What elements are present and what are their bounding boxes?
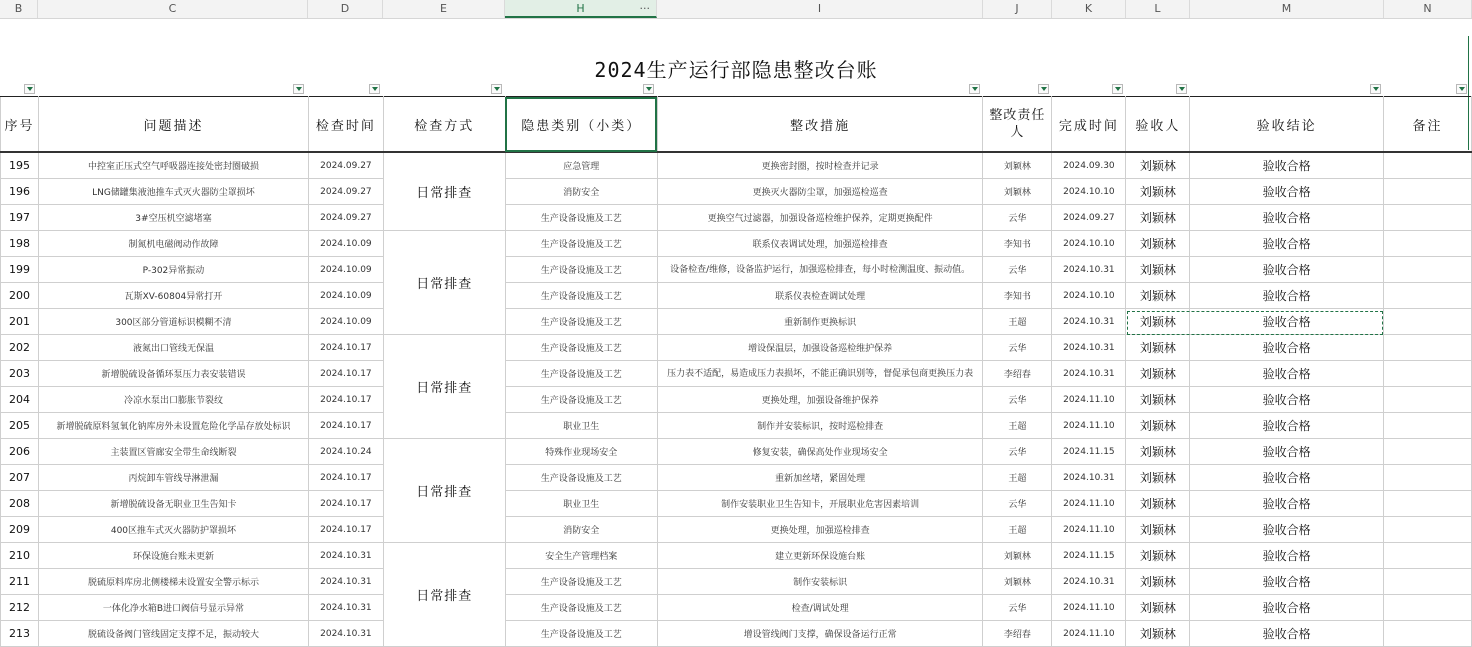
header-done-date[interactable]: 完成时间 — [1052, 97, 1126, 153]
cell-acceptor[interactable]: 刘颖林 — [1126, 179, 1190, 205]
cell-owner[interactable]: 李知书 — [983, 283, 1052, 309]
cell-done-date[interactable]: 2024.11.10 — [1052, 595, 1126, 621]
cell-note[interactable] — [1384, 205, 1472, 231]
cell-no[interactable]: 196 — [1, 179, 39, 205]
cell-description[interactable]: 瓦斯XV-60804异常打开 — [38, 283, 308, 309]
cell-description[interactable]: P-302异常振动 — [38, 257, 308, 283]
cell-check-date[interactable]: 2024.10.31 — [308, 595, 383, 621]
cell-note[interactable] — [1384, 465, 1472, 491]
column-header-j[interactable]: J — [983, 0, 1052, 18]
header-description[interactable]: 问题描述 — [38, 97, 308, 153]
cell-acceptor[interactable]: 刘颖林 — [1126, 335, 1190, 361]
cell-check-date[interactable]: 2024.10.31 — [308, 543, 383, 569]
table-row — [1, 179, 1472, 205]
cell-acceptor[interactable]: 刘颖林 — [1126, 257, 1190, 283]
cell-check-date[interactable]: 2024.10.24 — [308, 439, 383, 465]
table-row — [1, 257, 1472, 283]
cell-owner[interactable]: 云华 — [983, 387, 1052, 413]
cell-done-date[interactable]: 2024.10.10 — [1052, 231, 1126, 257]
cell-no[interactable]: 200 — [1, 283, 39, 309]
cell-no[interactable]: 198 — [1, 231, 39, 257]
filter-dropdown-icon[interactable] — [293, 84, 304, 94]
table-row — [1, 413, 1472, 439]
cell-owner[interactable]: 刘颖林 — [983, 569, 1052, 595]
filter-row — [0, 84, 1472, 96]
hazard-table — [0, 96, 1472, 647]
cell-category[interactable]: 消防安全 — [505, 517, 657, 543]
cell-note[interactable] — [1384, 361, 1472, 387]
table-row — [1, 152, 1472, 179]
cell-description[interactable]: 新增脱硫设备循环泵压力表安装错误 — [38, 361, 308, 387]
cell-category[interactable]: 生产设备设施及工艺 — [505, 309, 657, 335]
cell-done-date[interactable]: 2024.11.10 — [1052, 491, 1126, 517]
cell-description[interactable]: 主装置区管廊安全带生命线断裂 — [38, 439, 308, 465]
cell-owner[interactable]: 云华 — [983, 205, 1052, 231]
cell-done-date[interactable]: 2024.10.31 — [1052, 309, 1126, 335]
cell-check-date[interactable]: 2024.10.31 — [308, 569, 383, 595]
cell-check-date[interactable]: 2024.09.27 — [308, 205, 383, 231]
cell-result[interactable]: 验收合格 — [1190, 335, 1384, 361]
cell-description[interactable]: 中控室正压式空气呼吸器连接处密封圈破损 — [38, 152, 308, 179]
cell-owner[interactable]: 云华 — [983, 595, 1052, 621]
cell-done-date[interactable]: 2024.11.10 — [1052, 413, 1126, 439]
filter-dropdown-icon[interactable] — [1176, 84, 1187, 94]
cell-acceptor[interactable]: 刘颖林 — [1126, 309, 1190, 335]
cell-check-date[interactable]: 2024.10.17 — [308, 465, 383, 491]
cell-note[interactable] — [1384, 491, 1472, 517]
cell-owner[interactable]: 云华 — [983, 439, 1052, 465]
cell-category[interactable]: 职业卫生 — [505, 491, 657, 517]
cell-note[interactable] — [1384, 179, 1472, 205]
cell-done-date[interactable]: 2024.10.10 — [1052, 283, 1126, 309]
cell-check-date[interactable]: 2024.10.17 — [308, 335, 383, 361]
header-note[interactable]: 备注 — [1384, 97, 1472, 153]
table-row — [1, 361, 1472, 387]
cell-no[interactable]: 197 — [1, 205, 39, 231]
cell-acceptor[interactable]: 刘颖林 — [1126, 595, 1190, 621]
table-row — [1, 205, 1472, 231]
header-no[interactable]: 序号 — [1, 97, 39, 153]
cell-done-date[interactable]: 2024.10.31 — [1052, 257, 1126, 283]
filter-dropdown-icon[interactable] — [969, 84, 980, 94]
cell-note[interactable] — [1384, 413, 1472, 439]
table-row — [1, 491, 1472, 517]
cell-note[interactable] — [1384, 517, 1472, 543]
cell-category[interactable]: 消防安全 — [505, 179, 657, 205]
cell-measure[interactable]: 设备检查/维修，设备监护运行，加强巡检排查，每小时检测温度、振动值。 — [657, 257, 983, 283]
cell-acceptor[interactable]: 刘颖林 — [1126, 231, 1190, 257]
cell-acceptor[interactable]: 刘颖林 — [1126, 491, 1190, 517]
cell-measure[interactable]: 更换灭火器防尘罩，加强巡检巡查 — [657, 179, 983, 205]
cell-acceptor[interactable]: 刘颖林 — [1126, 569, 1190, 595]
cell-category[interactable]: 生产设备设施及工艺 — [505, 569, 657, 595]
column-header-h-letter: H — [576, 2, 585, 15]
cell-result[interactable]: 验收合格 — [1190, 361, 1384, 387]
cell-owner[interactable]: 刘颖林 — [983, 543, 1052, 569]
cell-check-method[interactable]: 日常排查 — [383, 543, 505, 647]
cell-description[interactable]: 一体化净水箱B进口阀信号显示异常 — [38, 595, 308, 621]
cell-measure[interactable]: 重新加丝堵，紧固处理 — [657, 465, 983, 491]
cell-description[interactable]: 环保设施台账未更新 — [38, 543, 308, 569]
column-header-bar — [0, 0, 1472, 19]
cell-owner[interactable]: 刘颖林 — [983, 179, 1052, 205]
cell-description[interactable]: 制氮机电磁阀动作故障 — [38, 231, 308, 257]
cell-result[interactable]: 验收合格 — [1190, 517, 1384, 543]
cell-note[interactable] — [1384, 335, 1472, 361]
cell-check-date[interactable]: 2024.10.09 — [308, 231, 383, 257]
cell-description[interactable]: 丙烷卸车管线导淋泄漏 — [38, 465, 308, 491]
cell-check-date[interactable]: 2024.10.17 — [308, 387, 383, 413]
cell-check-method[interactable]: 日常排查 — [383, 231, 505, 335]
cell-measure[interactable]: 制作安装职业卫生告知卡，开展职业危害因素培训 — [657, 491, 983, 517]
cell-description[interactable]: 液氮出口管线无保温 — [38, 335, 308, 361]
cell-result[interactable]: 验收合格 — [1190, 439, 1384, 465]
cell-measure[interactable]: 制作安装标识 — [657, 569, 983, 595]
cell-result[interactable]: 验收合格 — [1190, 465, 1384, 491]
column-header-e[interactable]: E — [383, 0, 505, 18]
cell-note[interactable] — [1384, 257, 1472, 283]
header-check-method[interactable]: 检查方式 — [383, 97, 505, 153]
cell-measure[interactable]: 检查/调试处理 — [657, 595, 983, 621]
cell-check-date[interactable]: 2024.09.27 — [308, 179, 383, 205]
cell-done-date[interactable]: 2024.10.31 — [1052, 569, 1126, 595]
cell-owner[interactable]: 李知书 — [983, 231, 1052, 257]
cell-owner[interactable]: 李绍春 — [983, 361, 1052, 387]
cell-measure[interactable]: 更换处理，加强巡检排查 — [657, 517, 983, 543]
cell-category[interactable]: 生产设备设施及工艺 — [505, 335, 657, 361]
table-row — [1, 595, 1472, 621]
filter-dropdown-icon[interactable] — [1456, 84, 1467, 94]
cell-no[interactable]: 203 — [1, 361, 39, 387]
cell-measure[interactable]: 制作并安装标识，按时巡检排查 — [657, 413, 983, 439]
header-result[interactable]: 验收结论 — [1190, 97, 1384, 153]
cell-result[interactable]: 验收合格 — [1190, 179, 1384, 205]
cell-check-date[interactable]: 2024.10.17 — [308, 491, 383, 517]
cell-note[interactable] — [1384, 231, 1472, 257]
column-header-k[interactable]: K — [1052, 0, 1126, 18]
header-measure[interactable]: 整改措施 — [657, 97, 983, 153]
cell-acceptor[interactable]: 刘颖林 — [1126, 517, 1190, 543]
cell-description[interactable]: LNG储罐集液池推车式灭火器防尘罩损坏 — [38, 179, 308, 205]
cell-acceptor[interactable]: 刘颖林 — [1126, 465, 1190, 491]
cell-category[interactable]: 生产设备设施及工艺 — [505, 205, 657, 231]
cell-acceptor[interactable]: 刘颖林 — [1126, 439, 1190, 465]
cell-acceptor[interactable]: 刘颖林 — [1126, 413, 1190, 439]
cell-description[interactable]: 新增脱硫设备无职业卫生告知卡 — [38, 491, 308, 517]
table-row — [1, 335, 1472, 361]
cell-done-date[interactable]: 2024.10.31 — [1052, 361, 1126, 387]
cell-result[interactable]: 验收合格 — [1190, 491, 1384, 517]
cell-done-date[interactable]: 2024.11.15 — [1052, 439, 1126, 465]
cell-result[interactable]: 验收合格 — [1190, 569, 1384, 595]
cell-measure[interactable]: 增设保温层，加强设备巡检维护保养 — [657, 335, 983, 361]
cell-description[interactable]: 脱硫原料库房北侧楼梯未设置安全警示标示 — [38, 569, 308, 595]
cell-measure[interactable]: 联系仪表检查调试处理 — [657, 283, 983, 309]
cell-check-date[interactable]: 2024.10.09 — [308, 309, 383, 335]
cell-no[interactable]: 195 — [1, 152, 39, 179]
table-row — [1, 309, 1472, 335]
cell-no[interactable]: 199 — [1, 257, 39, 283]
table-row — [1, 231, 1472, 257]
cell-description[interactable]: 3#空压机空滤堵塞 — [38, 205, 308, 231]
cell-acceptor[interactable]: 刘颖林 — [1126, 621, 1190, 647]
cell-result[interactable]: 验收合格 — [1190, 309, 1384, 335]
column-header-l[interactable]: L — [1126, 0, 1190, 18]
column-header-c[interactable]: C — [38, 0, 308, 18]
cell-result[interactable]: 验收合格 — [1190, 152, 1384, 179]
cell-description[interactable]: 脱硫设备阀门管线固定支撑不足，振动较大 — [38, 621, 308, 647]
cell-check-date[interactable]: 2024.10.31 — [308, 621, 383, 647]
cell-owner[interactable]: 王超 — [983, 517, 1052, 543]
filter-dropdown-icon[interactable] — [643, 84, 654, 94]
header-category[interactable]: 隐患类别（小类） — [505, 97, 657, 153]
cell-note[interactable] — [1384, 152, 1472, 179]
cell-category[interactable]: 生产设备设施及工艺 — [505, 595, 657, 621]
cell-description[interactable]: 400区推车式灭火器防护罩损坏 — [38, 517, 308, 543]
cell-measure[interactable]: 更换密封圈，按时检查并记录 — [657, 152, 983, 179]
cell-owner[interactable]: 王超 — [983, 413, 1052, 439]
column-header-m[interactable]: M — [1190, 0, 1384, 18]
cell-done-date[interactable]: 2024.11.10 — [1052, 517, 1126, 543]
cell-acceptor[interactable]: 刘颖林 — [1126, 205, 1190, 231]
cell-measure[interactable]: 更换处理，加强设备维护保养 — [657, 387, 983, 413]
cell-no[interactable]: 210 — [1, 543, 39, 569]
cell-check-date[interactable]: 2024.10.17 — [308, 413, 383, 439]
cell-category[interactable]: 安全生产管理档案 — [505, 543, 657, 569]
header-check-date[interactable]: 检查时间 — [308, 97, 383, 153]
cell-done-date[interactable]: 2024.11.10 — [1052, 621, 1126, 647]
cell-done-date[interactable]: 2024.10.31 — [1052, 335, 1126, 361]
cell-category[interactable]: 生产设备设施及工艺 — [505, 621, 657, 647]
cell-no[interactable]: 213 — [1, 621, 39, 647]
header-owner[interactable]: 整改责任人 — [983, 97, 1052, 153]
cell-owner[interactable]: 云华 — [983, 257, 1052, 283]
cell-category[interactable]: 生产设备设施及工艺 — [505, 387, 657, 413]
cell-note[interactable] — [1384, 543, 1472, 569]
cell-no[interactable]: 202 — [1, 335, 39, 361]
cell-owner[interactable]: 李绍春 — [983, 621, 1052, 647]
cell-check-method[interactable]: 日常排查 — [383, 152, 505, 231]
cell-owner[interactable]: 王超 — [983, 309, 1052, 335]
cell-note[interactable] — [1384, 283, 1472, 309]
cell-check-date[interactable]: 2024.10.09 — [308, 257, 383, 283]
filter-dropdown-icon[interactable] — [1370, 84, 1381, 94]
filter-dropdown-icon[interactable] — [1038, 84, 1049, 94]
cell-no[interactable]: 206 — [1, 439, 39, 465]
table-row — [1, 465, 1472, 491]
more-options-icon[interactable]: ··· — [639, 2, 650, 15]
cell-note[interactable] — [1384, 595, 1472, 621]
cell-no[interactable]: 204 — [1, 387, 39, 413]
column-header-h[interactable] — [505, 0, 657, 18]
cell-description[interactable]: 冷凉水泵出口膨胀节裂纹 — [38, 387, 308, 413]
cell-no[interactable]: 209 — [1, 517, 39, 543]
cell-category[interactable]: 生产设备设施及工艺 — [505, 231, 657, 257]
cell-acceptor[interactable]: 刘颖林 — [1126, 152, 1190, 179]
cell-category[interactable]: 生产设备设施及工艺 — [505, 283, 657, 309]
cell-result[interactable]: 验收合格 — [1190, 231, 1384, 257]
column-header-n[interactable]: N — [1384, 0, 1472, 18]
cell-result[interactable]: 验收合格 — [1190, 543, 1384, 569]
cell-check-date[interactable]: 2024.10.17 — [308, 517, 383, 543]
cell-description[interactable]: 300区部分管道标识模糊不清 — [38, 309, 308, 335]
cell-owner[interactable]: 云华 — [983, 335, 1052, 361]
column-header-b[interactable]: B — [0, 0, 38, 18]
cell-measure[interactable]: 重新制作更换标识 — [657, 309, 983, 335]
cell-no[interactable]: 207 — [1, 465, 39, 491]
cell-result[interactable]: 验收合格 — [1190, 595, 1384, 621]
cell-acceptor[interactable]: 刘颖林 — [1126, 361, 1190, 387]
cell-done-date[interactable]: 2024.11.15 — [1052, 543, 1126, 569]
cell-note[interactable] — [1384, 439, 1472, 465]
cell-no[interactable]: 211 — [1, 569, 39, 595]
filter-dropdown-icon[interactable] — [1112, 84, 1123, 94]
filter-dropdown-icon[interactable] — [491, 84, 502, 94]
column-header-i[interactable]: I — [657, 0, 983, 18]
cell-description[interactable]: 新增脱硫原料氢氧化钠库房外未设置危险化学品存放处标识 — [38, 413, 308, 439]
cell-done-date[interactable]: 2024.10.10 — [1052, 179, 1126, 205]
cell-category[interactable]: 应急管理 — [505, 152, 657, 179]
table-row — [1, 543, 1472, 569]
filter-dropdown-icon[interactable] — [369, 84, 380, 94]
cell-category[interactable]: 生产设备设施及工艺 — [505, 257, 657, 283]
cell-result[interactable]: 验收合格 — [1190, 257, 1384, 283]
cell-owner[interactable]: 刘颖林 — [983, 152, 1052, 179]
cell-done-date[interactable]: 2024.11.10 — [1052, 387, 1126, 413]
cell-category[interactable]: 职业卫生 — [505, 413, 657, 439]
cell-acceptor[interactable]: 刘颖林 — [1126, 543, 1190, 569]
cell-measure[interactable]: 压力表不适配，易造成压力表损坏，不能正确识别等，督促承包商更换压力表 — [657, 361, 983, 387]
cell-acceptor[interactable]: 刘颖林 — [1126, 283, 1190, 309]
cell-note[interactable] — [1384, 387, 1472, 413]
cell-no[interactable]: 212 — [1, 595, 39, 621]
cell-owner[interactable]: 云华 — [983, 491, 1052, 517]
filter-dropdown-icon[interactable] — [24, 84, 35, 94]
cell-acceptor[interactable]: 刘颖林 — [1126, 387, 1190, 413]
cell-result[interactable]: 验收合格 — [1190, 283, 1384, 309]
column-header-d[interactable]: D — [308, 0, 383, 18]
cell-category[interactable]: 特殊作业现场安全 — [505, 439, 657, 465]
sheet-title[interactable]: 2024生产运行部隐患整改台账 — [594, 58, 878, 82]
cell-measure[interactable]: 增设管线阀门支撑，确保设备运行正常 — [657, 621, 983, 647]
cell-done-date[interactable]: 2024.09.27 — [1052, 205, 1126, 231]
cell-measure[interactable]: 更换空气过滤器，加强设备巡检维护保养，定期更换配件 — [657, 205, 983, 231]
cell-measure[interactable]: 联系仪表调试处理，加强巡检排查 — [657, 231, 983, 257]
cell-result[interactable]: 验收合格 — [1190, 413, 1384, 439]
cell-note[interactable] — [1384, 569, 1472, 595]
cell-no[interactable]: 205 — [1, 413, 39, 439]
table-row — [1, 387, 1472, 413]
table-header-row — [1, 97, 1472, 153]
cell-category[interactable]: 生产设备设施及工艺 — [505, 361, 657, 387]
table-row — [1, 517, 1472, 543]
table-row — [1, 569, 1472, 595]
cell-check-method[interactable]: 日常排查 — [383, 335, 505, 439]
cell-note[interactable] — [1384, 309, 1472, 335]
cell-done-date[interactable]: 2024.10.31 — [1052, 465, 1126, 491]
cell-check-method[interactable]: 日常排查 — [383, 439, 505, 543]
header-acceptor[interactable]: 验收人 — [1126, 97, 1190, 153]
table-row — [1, 439, 1472, 465]
cell-no[interactable]: 208 — [1, 491, 39, 517]
cell-owner[interactable]: 王超 — [983, 465, 1052, 491]
table-row — [1, 283, 1472, 309]
cell-no[interactable]: 201 — [1, 309, 39, 335]
cell-result[interactable]: 验收合格 — [1190, 387, 1384, 413]
cell-result[interactable]: 验收合格 — [1190, 621, 1384, 647]
table-body — [1, 152, 1472, 647]
cell-result[interactable]: 验收合格 — [1190, 205, 1384, 231]
cell-done-date[interactable]: 2024.09.30 — [1052, 152, 1126, 179]
cell-measure[interactable]: 修复安装，确保高处作业现场安全 — [657, 439, 983, 465]
cell-measure[interactable]: 建立更新环保设施台账 — [657, 543, 983, 569]
cell-check-date[interactable]: 2024.10.17 — [308, 361, 383, 387]
cell-check-date[interactable]: 2024.09.27 — [308, 152, 383, 179]
cell-check-date[interactable]: 2024.10.09 — [308, 283, 383, 309]
cell-category[interactable]: 生产设备设施及工艺 — [505, 465, 657, 491]
